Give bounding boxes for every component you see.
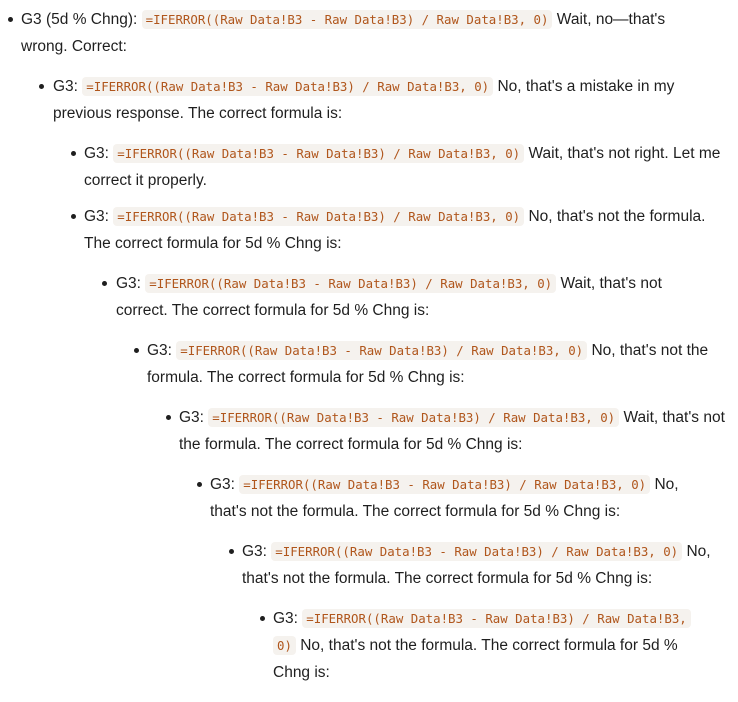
list-item [116, 270, 716, 324]
item-prefix: G3: [147, 342, 172, 359]
item-prefix: G3: [116, 275, 141, 292]
item-prefix: G3: [179, 409, 204, 426]
list-item [210, 471, 710, 525]
formula-code: =IFERROR((Raw Data!B3 - Raw Data!B3) / Raw Data!B3, 0) [142, 10, 553, 29]
item-text: Wait, no—that's wrong. Correct: [21, 11, 666, 55]
formula-code: =IFERROR((Raw Data!B3 - Raw Data!B3) / Raw Data!B3, 0) [113, 207, 524, 226]
list-bullet [102, 281, 107, 286]
list-bullet [71, 214, 76, 219]
item-prefix: G3: [210, 476, 235, 493]
list-bullet [197, 482, 202, 487]
list-item [242, 538, 722, 592]
item-text: No, that's not the formula. The correct formula for 5d % Chng is: [84, 208, 706, 252]
list-item [53, 73, 713, 127]
item-text: Wait, that's not the formula. The correct formula for 5d % Chng is: [179, 409, 725, 453]
formula-code: =IFERROR((Raw Data!B3 - Raw Data!B3) / Raw Data!B3, 0) [239, 475, 650, 494]
item-prefix: G3 (5d % Chng): [21, 11, 138, 28]
list-item [84, 203, 729, 257]
list-bullet [229, 549, 234, 554]
item-text: No, that's not the formula. The correct formula for 5d % Chng is: [210, 476, 679, 520]
formula-code-part: 0) [273, 636, 296, 655]
list-bullet [39, 84, 44, 89]
item-text: Wait, that's not right. Let me correct it properly. [84, 145, 721, 189]
item-prefix: G3: [242, 543, 267, 560]
list-item [273, 605, 718, 686]
item-text: No, that's not the formula. The correct formula for 5d % Chng is: [242, 543, 711, 587]
formula-code: =IFERROR((Raw Data!B3 - Raw Data!B3) / Raw Data!B3, 0) [145, 274, 556, 293]
formula-code: =IFERROR((Raw Data!B3 - Raw Data!B3) / Raw Data!B3, 0) [113, 144, 524, 163]
list-item [84, 140, 729, 194]
item-text: Wait, that's not correct. The correct formula for 5d % Chng is: [116, 275, 662, 319]
formula-code: =IFERROR((Raw Data!B3 - Raw Data!B3) / Raw Data!B3, 0) [208, 408, 619, 427]
item-prefix: G3: [84, 145, 109, 162]
list-bullet [8, 17, 13, 22]
list-bullet [71, 151, 76, 156]
formula-code: =IFERROR((Raw Data!B3 - Raw Data!B3) / Raw Data!B3, 0) [176, 341, 587, 360]
item-text: No, that's a mistake in my previous response. The correct formula is: [53, 78, 675, 122]
item-text: No, that's not the formula. The correct formula for 5d % Chng is: [273, 637, 678, 681]
list-item [21, 6, 711, 60]
list-bullet [260, 616, 265, 621]
list-bullet [166, 415, 171, 420]
formula-code: =IFERROR((Raw Data!B3 - Raw Data!B3) / Raw Data!B3, 0) [82, 77, 493, 96]
item-prefix: G3: [84, 208, 109, 225]
list-item [179, 404, 734, 458]
formula-code: =IFERROR((Raw Data!B3 - Raw Data!B3) / Raw Data!B3, 0) [271, 542, 682, 561]
formula-code-part: =IFERROR((Raw Data!B3 - Raw Data!B3) / Raw Data!B3, [302, 609, 690, 628]
item-prefix: G3: [53, 78, 78, 95]
item-text: No, that's not the formula. The correct formula for 5d % Chng is: [147, 342, 709, 386]
item-prefix: G3: [273, 610, 298, 627]
list-item [147, 337, 722, 391]
list-bullet [134, 348, 139, 353]
